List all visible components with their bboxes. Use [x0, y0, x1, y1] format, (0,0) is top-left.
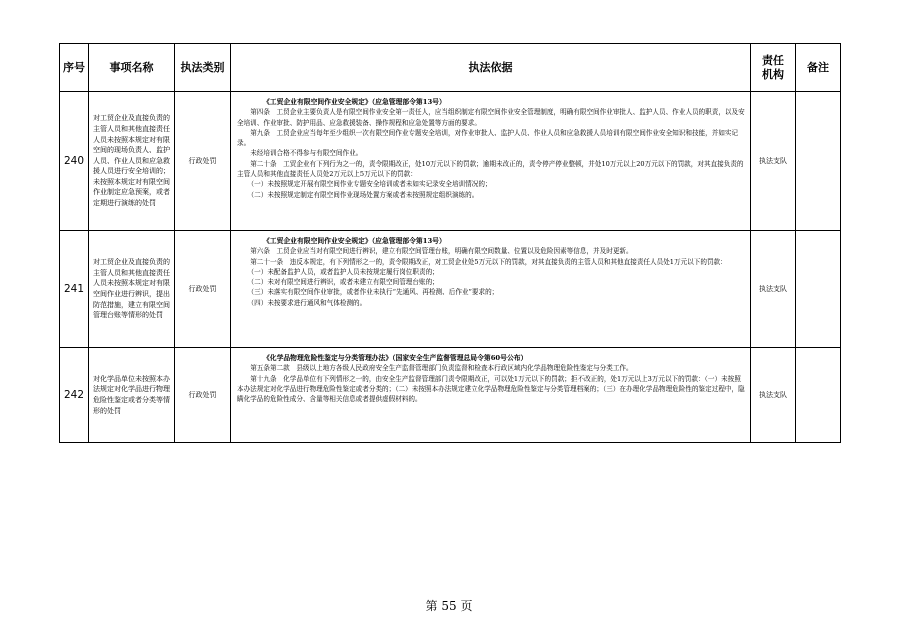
row-remarks: [796, 92, 841, 231]
basis-list-item: （一）未配备监护人员，或者监护人员未按规定履行岗位职责的；: [247, 267, 439, 276]
table-row: [60, 231, 841, 348]
basis-paragraph: 第二十一条 违反本规定，有下列情形之一的，责令限期改正，对工贸企业处5万元以下的罚款，对其直接负责的主管人员和其他直接责任人员处1万元以下的罚款：: [250, 257, 727, 266]
row-item-name: 对工贸企业及直接负责的主管人员和其他直接责任人员未按照本规定对有限空间作业进行辨识，提出防范措施，建立有限空间管理台账等情形的处罚: [89, 231, 175, 348]
header-basis: 执法依据: [231, 44, 751, 92]
header-remarks: 备注: [796, 44, 841, 92]
header-responsible: 责任 机构: [751, 44, 796, 92]
row-remarks: [796, 348, 841, 443]
basis-paragraph: 第二十条 工贸企业有下列行为之一的，责令限期改正，处10万元以下的罚款；逾期未改正的，责令停产停业整顿，并处10万元以上20万元以下的罚款，对其直接负责的主管人员和其他直接责任人员处2万元以上5万元以下的罚款：: [237, 159, 744, 179]
basis-paragraph: 第五条第二款 县级以上地方各级人民政府安全生产监督管理部门负责监督和检查本行政区域内化学品物理危险性鉴定与分类工作。: [250, 364, 633, 373]
basis-list-item: （二）未按照规定制定有限空间作业现场处置方案或者未按照规定组织演练的。: [247, 190, 479, 199]
header-category: 执法类别: [175, 44, 231, 92]
basis-list-item: （四）未按要求进行通风和气体检测的。: [247, 298, 367, 307]
basis-paragraph: 第六条 工贸企业应当对有限空间进行辨识，建立有限空间管理台账，明确有限空间数量、位置以及危险因素等信息，并及时更新。: [250, 247, 633, 256]
row-seq: 240: [60, 92, 89, 231]
row-category: 行政处罚: [175, 231, 231, 348]
page-number: 第 55 页: [425, 599, 473, 613]
law-title: 《化学品物理危险性鉴定与分类管理办法》（国家安全生产监督管理总局令第60号公布）: [263, 354, 528, 362]
row-seq: 242: [60, 348, 89, 443]
table-row: [60, 348, 841, 443]
row-responsible: 执法支队: [751, 348, 796, 443]
row-responsible: 执法支队: [751, 92, 796, 231]
basis-paragraph: 第九条 工贸企业应当每年至少组织一次有限空间作业专题安全培训，对作业审批人、监护人员、作业人员和应急救援人员培训有限空间作业安全知识和技能，并如实记录。: [237, 128, 739, 148]
row-item-name: 对化学品单位未按照本办法规定对化学品进行物理危险性鉴定或者分类等情形的处罚: [89, 348, 175, 443]
basis-list-item: （二）未对有限空间进行辨识，或者未建立有限空间管理台账的；: [247, 278, 439, 287]
row-basis: [231, 348, 751, 443]
basis-paragraph: 未经培训合格不得参与有限空间作业。: [250, 149, 363, 158]
header-seq: 序号: [60, 44, 89, 92]
header-item: 事项名称: [89, 44, 175, 92]
row-category: 行政处罚: [175, 348, 231, 443]
row-seq: 241: [60, 231, 89, 348]
row-category: 行政处罚: [175, 92, 231, 231]
basis-list-item: （一）未按照规定开展有限空间作业专题安全培训或者未如实记录安全培训情况的；: [247, 180, 492, 189]
law-title: 《工贸企业有限空间作业安全规定》（应急管理部令第13号）: [263, 237, 446, 245]
row-item-name: 对工贸企业及直接负责的主管人员和其他直接责任人员未按照本规定对有限空间的现场负责人、监护人员、作业人员和应急救援人员进行安全培训的；未按照本规定对有限空间作业制定应急预案，或者定期进行演练的处罚: [89, 92, 175, 231]
row-basis: [231, 92, 751, 231]
row-remarks: [796, 231, 841, 348]
basis-paragraph: 第四条 工贸企业主要负责人是有限空间作业安全第一责任人，应当组织制定有限空间作业安全管理制度，明确有限空间作业审批人、监护人员、作业人员的职责，以及安全培训、作业审批、防护用品、应急救援装备、操作规程和应急处置等方面的要求。: [237, 108, 745, 127]
enforcement-table: [59, 43, 841, 443]
row-responsible: 执法支队: [751, 231, 796, 348]
table-row: [60, 92, 841, 231]
row-basis: [231, 231, 751, 348]
basis-paragraph: 第十九条 化学品单位有下列情形之一的，由安全生产监督管理部门责令限期改正，可以处1万元以下的罚款；拒不改正的，处1万元以上3万元以下的罚款：（一）未按照本办法规定对化学品进行物理危险性鉴定或者分类的；（二）未按照本办法规定建立化学品物理危险性鉴定与分类管理档案的；（三）在办理化学品物理危险性的鉴定过程中，隐瞒化学品的危险性成分、含量等相关信息或者提供虚假材料的。: [237, 374, 745, 404]
basis-list-item: （三）未落实有限空间作业审批，或者作业未执行“先通风、再检测、后作业”要求的；: [247, 288, 499, 297]
law-title: 《工贸企业有限空间作业安全规定》（应急管理部令第13号）: [263, 98, 446, 106]
header-row: [60, 44, 841, 92]
